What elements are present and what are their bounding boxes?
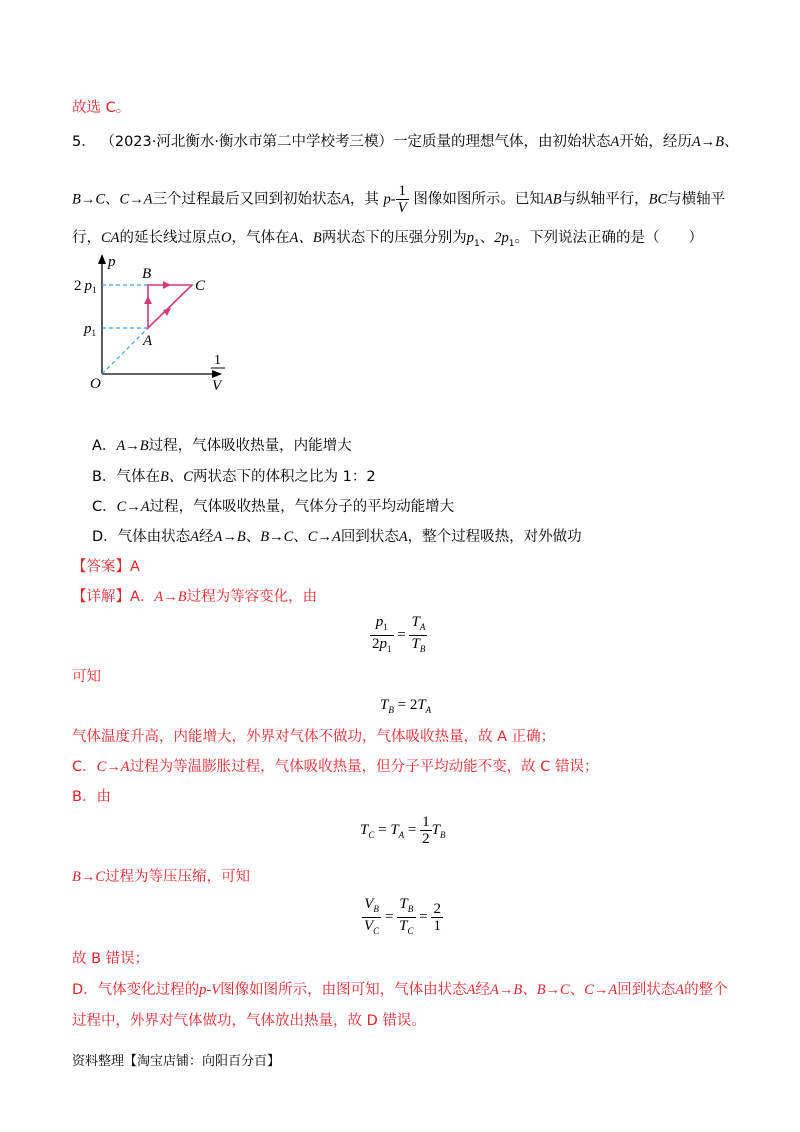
- point-b-label: B: [142, 266, 152, 282]
- question-line-3: 行，CA的延长线过原点O，气体在A、B两状态下的压强分别为$p_1$、$2p_1$。下列说法正确的是（ ）: [72, 230, 703, 249]
- y-axis-arrow-icon: [98, 254, 106, 264]
- equation-tb-2ta: $T_B = 2T_A$: [380, 697, 432, 715]
- footer-source: 资料整理【淘宝店铺：向阳百分百】: [72, 1054, 281, 1069]
- detail-d-line-1: D．气体变化过程的p-V图像如图所示，由图可知，气体由状态A经A→B、B→C、C→A回到状态A的整个: [72, 982, 728, 998]
- detail-a-conclusion: 气体温度升高，内能增大，外界对气体不做功，气体吸收热量，故 A 正确；: [72, 729, 556, 745]
- equation-volume-ratio: $\frac{V_B}{V_C}$ = $\frac{T_B}{T_C}$ = $\frac{2}{1}$: [364, 896, 441, 936]
- guide-origin-ca: [102, 328, 148, 374]
- p-inv-v-diagram: [70, 252, 250, 402]
- detail-b-intro: B．由: [72, 789, 111, 805]
- point-c-label: C: [195, 278, 206, 294]
- option-d: D．气体由状态A经A→B、B→C、C→A回到状态A，整个过程吸热，对外做功: [92, 529, 582, 545]
- detail-label: 【详解】: [72, 589, 130, 605]
- tick-label-2p1: 2 $p_1$: [74, 278, 97, 295]
- process-triangle: [148, 285, 192, 328]
- x-axis-label-den: V: [212, 378, 222, 394]
- previous-conclusion: 故选 C。: [72, 100, 131, 116]
- detail-b-conclusion: 故 B 错误；: [72, 951, 150, 967]
- detail-c-line: C．C→A过程为等温膨胀过程，气体吸收热量，但分子平均动能不变，故 C 错误；: [72, 759, 599, 775]
- option-a: A．A→B过程，气体吸收热量，内能增大: [92, 438, 352, 454]
- question-line-1: 5． （2023·河北衡水·衡水市第二中学校考三模）一定质量的理想气体，由初始状态A开始，经历A→B、: [72, 134, 739, 150]
- arrow-b-to-c-icon: [163, 281, 171, 289]
- answer-value: A: [130, 559, 140, 575]
- x-axis-label-num: 1: [214, 353, 221, 368]
- kezhi-text: 可知: [72, 669, 101, 685]
- x-axis-arrow-icon: [212, 370, 222, 378]
- option-c: C．C→A过程，气体吸收热量，气体分子的平均动能增大: [92, 499, 455, 515]
- point-a-label: A: [143, 333, 153, 349]
- question-source: （2023·河北衡水·衡水市第二中学校考三模）: [100, 134, 393, 150]
- detail-d-line-2: 过程中，外界对气体做功，气体放出热量，故 D 错误。: [72, 1013, 426, 1029]
- equation-tc-ta-tb: $T_C = T_A$ = $\frac{1}{2}$ $T_B$: [360, 814, 446, 847]
- detail-b-line: B→C过程为等压压缩，可知: [72, 869, 251, 885]
- answer-label: 【答案】: [72, 559, 130, 575]
- question-line-2: B→C、C→A三个过程最后又回到初始状态A，其 p- $\frac{1}{V}$ 图像如图所示。已知AB与纵轴平行，BC与横轴平: [72, 183, 726, 216]
- question-number: 5．: [72, 134, 96, 150]
- y-axis-label: p: [108, 254, 116, 270]
- equation-pressure-temp: $\frac{p_1}{2p_1}$ = $\frac{T_A}{T_B}$: [372, 614, 426, 654]
- option-b: B．气体在B、C两状态下的体积之比为 1：2: [92, 469, 376, 485]
- origin-label: O: [90, 376, 101, 392]
- answer-line: [72, 557, 140, 577]
- detail-a-line: 【详解】A．A→B过程为等容变化，由: [72, 589, 318, 605]
- tick-label-p1: $p_1$: [84, 321, 96, 338]
- inv-v-fraction: $\frac{1}{V}$: [397, 183, 407, 216]
- arrow-a-to-b-icon: [144, 296, 152, 304]
